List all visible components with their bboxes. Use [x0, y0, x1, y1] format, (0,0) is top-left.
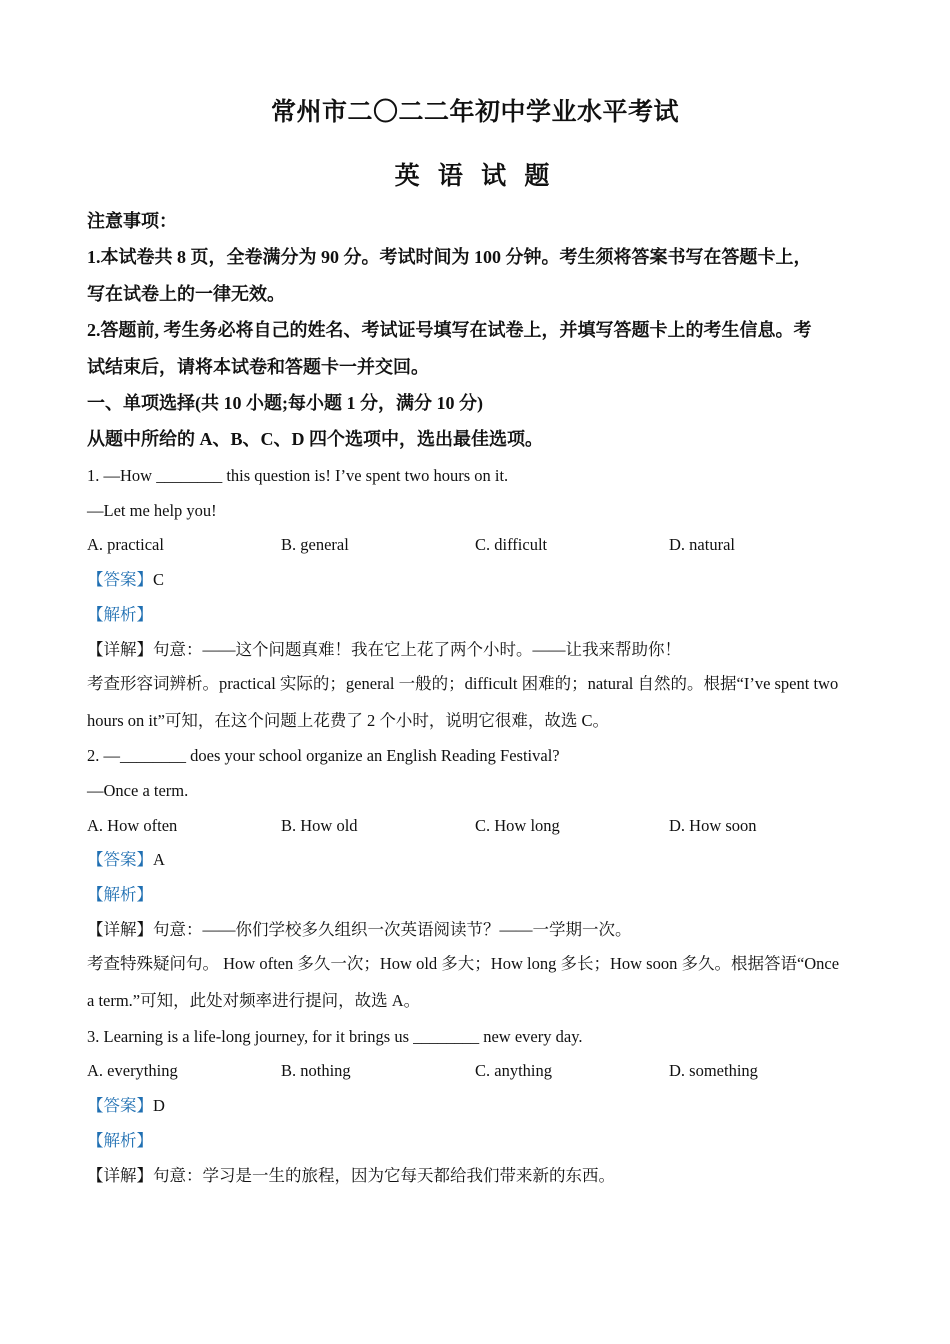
q3-option-d: D. something: [669, 1061, 758, 1080]
q1-option-c: C. difficult: [475, 535, 548, 554]
notice-item-1: 1.本试卷共 8 页，全卷满分为 90 分。考试时间为 100 分钟。考生须将答案书写在答题卡上，: [87, 247, 812, 267]
q2-option-b: B. How old: [281, 816, 358, 835]
question-1-reply: —Let me help you!: [87, 501, 217, 520]
q3-option-c: C. anything: [475, 1061, 552, 1080]
q3-option-b: B. nothing: [281, 1061, 351, 1080]
exam-title: 常州市二〇二二年初中学业水平考试: [270, 99, 679, 126]
detail-label: 【详解】: [87, 920, 153, 939]
notice-item-2: 2.答题前, 考生务必将自己的姓名、考试证号填写在试卷上，并填写答题卡上的考生信息。考: [87, 320, 812, 340]
q3-detail-text: 句意：学习是一生的旅程，因为它每天都给我们带来新的东西。: [153, 1166, 615, 1185]
section-heading: 一、单项选择(共 10 小题;每小题 1 分，满分 10 分): [87, 393, 483, 413]
q1-option-d: D. natural: [669, 535, 735, 554]
q2-option-d: D. How soon: [669, 816, 757, 835]
q1-option-b: B. general: [281, 535, 349, 554]
q1-detail: [87, 640, 681, 660]
detail-label: 【详解】: [87, 640, 153, 659]
exam-subtitle: 英 语 试 题: [394, 163, 556, 190]
answer-label: 【答案】: [87, 1096, 153, 1115]
q1-answer: [87, 570, 164, 590]
q2-detail: [87, 920, 632, 940]
q2-answer-value: A: [153, 850, 165, 869]
notice-item-2-cont: 试结束后，请将本试卷和答题卡一并交回。: [87, 357, 429, 377]
q1-answer-value: C: [153, 570, 165, 589]
q1-detail-text: 句意：——这个问题真难！我在它上花了两个小时。——让我来帮助你！: [153, 640, 681, 659]
notice-item-1-cont: 写在试卷上的一律无效。: [87, 284, 285, 304]
notice-heading: 注意事项：: [87, 211, 177, 231]
section-instruction: 从题中所给的 A、B、C、D 四个选项中，选出最佳选项。: [87, 429, 544, 449]
q2-explanation: 考查特殊疑问句。 How often 多久一次；How old 多大；How long 多长；How soon 多久。根据答语“Once: [87, 954, 840, 973]
q3-option-a: A. everything: [87, 1061, 178, 1080]
question-3-stem: 3. Learning is a life-long journey, for it brings us ________ new every day.: [87, 1027, 583, 1046]
question-2-reply: —Once a term.: [87, 781, 189, 800]
q3-answer: [87, 1096, 165, 1116]
q3-answer-value: D: [153, 1096, 165, 1115]
q1-explanation: 考查形容词辨析。practical 实际的；general 一般的；difficult 困难的；natural 自然的。根据“I’ve spent two: [87, 674, 839, 693]
detail-label: 【详解】: [87, 1166, 153, 1185]
answer-label: 【答案】: [87, 850, 153, 869]
q1-analysis-label: 【解析】: [87, 605, 153, 624]
q2-detail-text: 句意：——你们学校多久组织一次英语阅读节？——一学期一次。: [153, 920, 632, 939]
q2-explanation-cont: a term.”可知，此处对频率进行提问，故选 A。: [87, 991, 421, 1010]
question-2-stem: 2. —________ does your school organize an English Reading Festival?: [87, 746, 560, 765]
q2-analysis-label: 【解析】: [87, 885, 153, 904]
answer-label: 【答案】: [87, 570, 153, 589]
q2-option-c: C. How long: [475, 816, 560, 835]
q1-explanation-cont: hours on it”可知，在这个问题上花费了 2 个小时，说明它很难，故选 C。: [87, 711, 610, 730]
q3-analysis-label: 【解析】: [87, 1131, 153, 1150]
q2-answer: [87, 850, 165, 870]
question-1-stem: 1. —How ________ this question is! I’ve spent two hours on it.: [87, 466, 509, 485]
q2-option-a: A. How often: [87, 816, 178, 835]
q1-option-a: A. practical: [87, 535, 164, 554]
q3-detail: [87, 1166, 615, 1186]
